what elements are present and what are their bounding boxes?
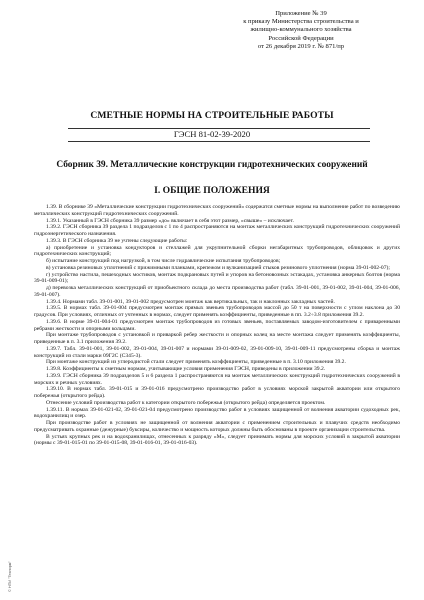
paragraph: 1.39.1. Указанный в ГЭСН сборника 39 размер «до» включает в себя этот размер, «свыше» – исключает. (46, 217, 294, 224)
appendix-line: от 26 декабря 2019 г. № 871/пр (257, 42, 345, 50)
appendix-block (216, 10, 386, 51)
paragraph: б) испытание конструкций под нагрузкой, в том числе гидравлические испытания трубопроводов; (46, 258, 281, 264)
paragraph: 1.39.3. В ГЭСН сборника 39 не учтены следующие работы: (46, 237, 188, 244)
paragraph: 1.39.2. ГЭСН сборника 39 раздела 1 подразделов с 1 по 4 распространяются на монтаж металлических конструкций гидротехнических сооружений гидроэнергетического назначения. (34, 224, 400, 237)
paragraph: При монтаже конструкций из углеродистой стали следует применять коэффициенты, приведенные в п. 3.10 приложения 39.2. (46, 359, 346, 366)
appendix-line: жилищно-коммунального хозяйства (250, 26, 352, 34)
paragraph: д) перевозка металлических конструкций от приобъектного склада до места производства работ (табл. 39-01-001, 39-01-002, 39-01-004, 39-01-006, 39-01-007). (34, 285, 400, 298)
paragraph: 1.39. В сборнике 39 «Металлические конструкции гидротехнических сооружений» содержатся сметные нормы на выполнение работ по возведению металлических конструкций гидротехнических сооружений. (34, 204, 400, 217)
paragraph: Отнесение условий производства работ к категории открытого побережья (открытого рейда) определяется проектом. (46, 399, 326, 406)
appendix-line: к приказу Министерства строительства и (243, 18, 359, 26)
paragraph: 1.39.11. В нормах 39-01-021-02, 39-01-021-04 предусмотрено производство работ в условиях защищенной от волнения акватории судоходных рек, водохранилищ и озер. (34, 406, 400, 420)
paragraph: г) устройство настила, пешеходных мостиков, монтаж подкрановых путей и упоров на бетоновозных эстакадах, установка анкерных болтов (норма 39-01-009-01); (34, 271, 400, 285)
paragraph: 1.39.6. В норме 39-01-004-01 предусмотрен монтаж трубопроводов из готовых звеньев, поставляемых заводом-изготовителем с приваренными ребрами жесткости и опорными кольцами. (34, 318, 400, 332)
collection-title: Сборник 39. Металлические конструкции гидротехнических сооружений (56, 160, 368, 170)
paragraph: При производстве работ в условиях не защищенной от волнения акватории с применением строительных и плавучих средств необходимо предусматривать охранные (дежурные) буксиры, количество и мощность которых должны быть обоснованы в проекте организации строительства. (34, 420, 400, 433)
appendix-line: Российской Федерации (268, 34, 334, 42)
paragraph: В устьях крупных рек и на водохранилищах, отнесенных к разряду «М», следует принимать нормы для морских условий в закрытой акватории (нормы с 39-01-015-01 по 39-01-015-08, 39-01-016-01, 39-01-016-03). (34, 433, 400, 447)
side-watermark: © НПИ "Технорм" (8, 561, 12, 592)
appendix-line: Приложение № 39 (275, 10, 327, 17)
paragraph: 1.39.5. В нормах табл. 39-01-004 предусмотрен монтаж прямых звеньев трубопроводов массой до 50 т на поверхности с углом наклона до 30 градусов. При условиях, отличных от учтенных в нормах, следует применять коэффициенты, приведенные в пп. 3.2÷3.8 приложения 39.2. (34, 305, 400, 318)
section-title: I. ОБЩИЕ ПОЛОЖЕНИЯ (154, 185, 270, 196)
paragraph: а) приобретение и установка кондукторов и стеллажей для укрупнительной сборки негабаритных трубопроводов, облицовок и других гидротехнических конструкций; (34, 244, 400, 258)
paragraph: 1.39.7. Табл. 39-01-001, 39-01-002, 39-01-004, 39-01-007 и нормами 39-01-009-02, 39-01-009-10, 39-01-009-11 предусмотрены сборка и монтаж конструкций из стали марки 09Г2С (С345-3). (34, 345, 400, 359)
body-text (34, 204, 400, 447)
code-title: ГЭСН 81-02-39-2020 (173, 129, 251, 139)
paragraph: 1.39.4. Нормами табл. 39-01-001, 39-01-002 предусмотрен монтаж как вертикальных, так и наклонных закладных частей. (46, 298, 335, 305)
paragraph: 1.39.9. ГЭСН сборника 39 подразделов 5 и 6 раздела 1 распространяются на монтаж металлических конструкций гидротехнических сооружений в морских и речных условиях. (34, 372, 400, 386)
paragraph: 1.39.8. Коэффициенты к сметным нормам, учитывающие условия применения ГЭСН, приведены в приложении 39.2. (46, 366, 326, 372)
main-title: СМЕТНЫЕ НОРМЫ НА СТРОИТЕЛЬНЫЕ РАБОТЫ (90, 110, 334, 121)
paragraph: 1.39.10. В нормах табл. 39-01-015 и 39-01-016 предусмотрено производство работ в условиях морской закрытой акватории или открытого побережья (открытого рейда). (34, 386, 400, 399)
paragraph: При монтаже трубопроводов с установкой и приваркой ребер жесткости и опорных колец на месте монтажа следует применять коэффициенты, приведенные в п. 3.1 приложения 39.2. (34, 332, 400, 345)
paragraph: в) установка резиновых уплотнений с прижимными планками, крепежом и вулканизацией стыков резинового уплотнения (норма 39-01-002-07); (46, 264, 390, 271)
